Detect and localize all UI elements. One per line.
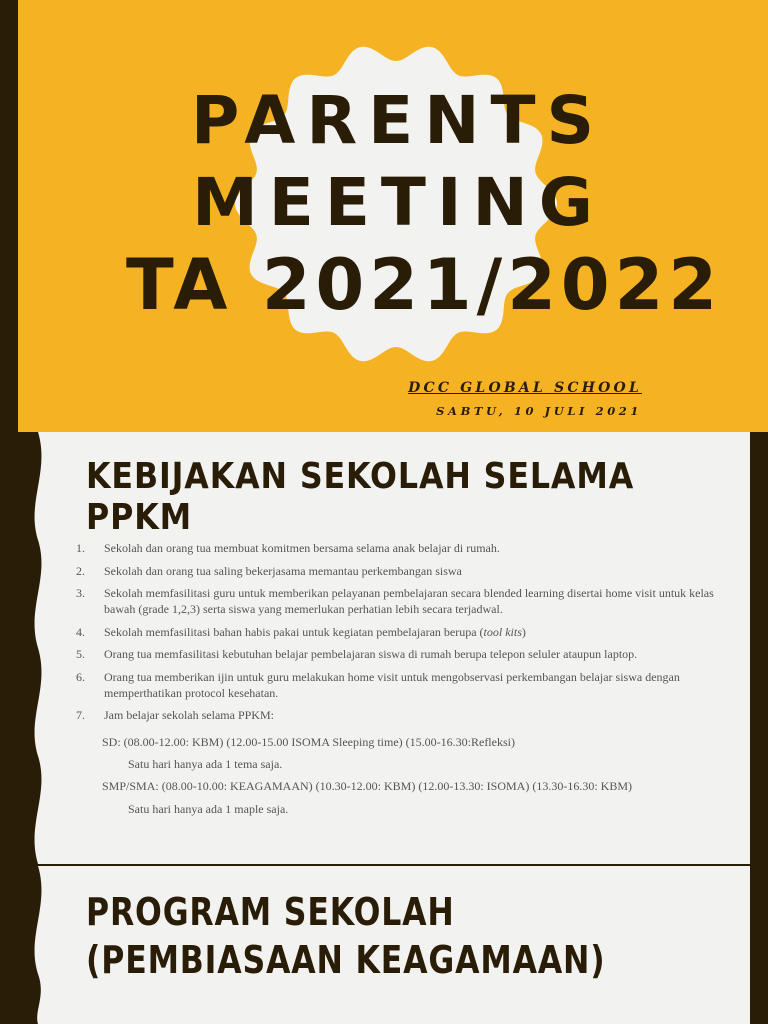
- smp-schedule: SMP/SMA: (08.00-10.00: KEAGAMAAN) (10.30-12.00: KBM) (12.00-13.30: ISOMA) (13.30-16.30: KBM): [102, 779, 632, 793]
- title-line-1: PARENTS: [190, 82, 606, 159]
- list-item: 7. Jam belajar sekolah selama PPKM:: [76, 708, 274, 722]
- school-name: DCC GLOBAL SCHOOL: [408, 380, 642, 396]
- list-item: 3. Sekolah memfasilitasi guru untuk memberikan pelayanan pembelajaran secara blended learning disertai home visit untuk kelas bawah (grade 1,2,3) serta siswa yang memerlukan perhatian lebih secara terjadwal.: [76, 586, 714, 616]
- slide-heading-line-1: PROGRAM SEKOLAH: [86, 890, 455, 934]
- list-item: 1. Sekolah dan orang tua membuat komitmen bersama selama anak belajar di rumah.: [76, 541, 500, 555]
- title-slide: [0, 0, 768, 432]
- sd-note: Satu hari hanya ada 1 tema saja.: [128, 757, 283, 771]
- title-line-3: TA 2021/2022: [125, 244, 723, 326]
- slide-heading: KEBIJAKAN SEKOLAH SELAMA PPKM: [86, 456, 635, 538]
- policy-list: [76, 540, 716, 730]
- title-line-2: MEETING: [192, 164, 604, 241]
- list-item: 2. Sekolah dan orang tua saling bekerjasama memantau perkembangan siswa: [76, 563, 462, 578]
- meeting-date: SABTU, 10 JULI 2021: [436, 404, 642, 418]
- list-item: 6. Orang tua memberikan ijin untuk guru melakukan home visit untuk mengobservasi perkembangan belajar siswa dengan memperthatikan protocol kesehatan.: [76, 669, 680, 700]
- list-item: 4. Sekolah memfasilitasi bahan habis pakai untuk kegiatan pembelajaran berupa (tool kits): [76, 624, 526, 639]
- wavy-left-border: [0, 866, 60, 1024]
- wavy-left-border: [0, 432, 60, 864]
- slide-heading-line-2: (PEMBIASAAN KEAGAMAAN): [86, 938, 606, 982]
- smp-note: Satu hari hanya ada 1 maple saja.: [128, 802, 289, 816]
- program-slide: [0, 866, 768, 1024]
- list-item: 5. Orang tua memfasilitasi kebutuhan belajar pembelajaran siswa di rumah berupa telepon seluler ataupun laptop.: [76, 647, 638, 661]
- policy-slide: [0, 432, 768, 864]
- sd-schedule: SD: (08.00-12.00: KBM) (12.00-15.00 ISOMA Sleeping time) (15.00-16.30:Refleksi): [102, 735, 515, 749]
